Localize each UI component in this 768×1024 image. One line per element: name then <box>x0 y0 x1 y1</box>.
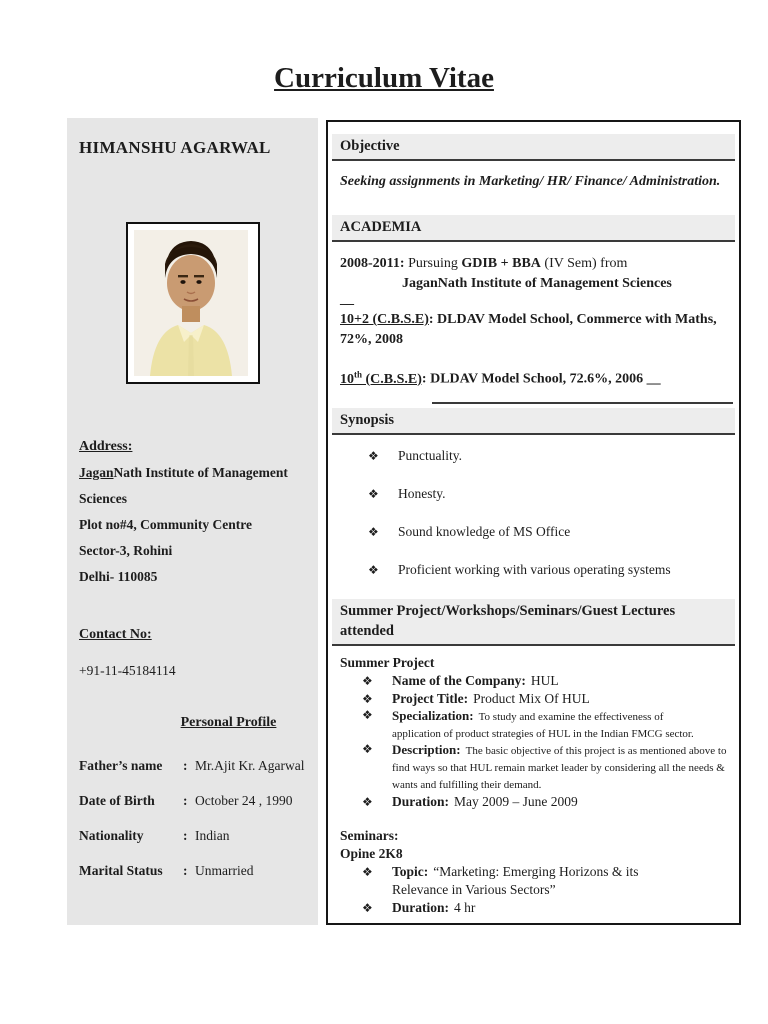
seminar-item-duration <box>362 899 729 917</box>
profile-row-label: Nationality <box>79 828 144 843</box>
academia-degree-line <box>340 254 727 274</box>
matric-qualification <box>340 369 422 387</box>
seminar-item-label: Duration: <box>392 899 449 915</box>
left-sidebar-panel <box>67 118 318 925</box>
academia-content <box>332 254 735 390</box>
project-item-label: Duration: <box>392 793 449 809</box>
synopsis-item-text: Sound knowledge of MS Office <box>398 523 571 539</box>
synopsis-item-text: Punctuality. <box>398 447 462 463</box>
degree-years: 2008-2011: <box>340 256 405 271</box>
diamond-bullet-icon: ❖ <box>368 562 379 577</box>
diamond-bullet-icon: ❖ <box>362 691 373 706</box>
degree-underscore: __ <box>340 292 354 307</box>
senior-detail: DLDAV Model School, Commerce with Maths, 72%, 2008 <box>340 312 717 347</box>
senior-colon: : <box>428 312 434 327</box>
address-line1-rest: Nath Institute of Management <box>113 465 288 480</box>
project-item-value: May 2009 – June 2009 <box>454 793 578 809</box>
profile-row-separator: : <box>183 828 188 843</box>
academia-divider-line <box>432 402 733 404</box>
project-item-value: The basic objective of this project is as mentioned above to find ways so that HUL remain market leader by considering all the needs & wants and fulfilling their demand. <box>392 744 727 791</box>
profile-row-label: Father’s name <box>79 758 163 773</box>
matric-qual-sup: th <box>354 369 363 379</box>
profile-row-date-of-birth <box>79 791 306 810</box>
project-item-description <box>362 742 729 793</box>
summer-project-list <box>340 672 729 811</box>
profile-row-separator: : <box>183 758 188 773</box>
degree-pre: Pursuing <box>404 256 462 271</box>
profile-row-label: Marital Status <box>79 863 163 878</box>
profile-row-separator: : <box>183 863 188 878</box>
address-line1-underlined: Jagan <box>79 465 114 480</box>
project-item-label: Project Title: <box>392 690 469 706</box>
project-item-label: Description: <box>392 741 461 757</box>
profile-row-separator: : <box>183 793 188 808</box>
degree-post: (IV Sem) from <box>540 256 628 271</box>
matric-underscore: __ <box>643 371 661 387</box>
address-heading: Address: <box>79 439 133 454</box>
address-line <box>79 460 306 486</box>
project-item-value: To study and examine the effectiveness of application of product strategies of HUL in the Indian FMCG sector. <box>392 710 694 740</box>
seminars-title: Seminars: <box>340 827 399 843</box>
profile-row-label: Date of Birth <box>79 793 155 808</box>
synopsis-item <box>368 523 727 541</box>
diamond-bullet-icon: ❖ <box>362 864 373 879</box>
main-content-panel <box>326 120 741 925</box>
seminar-item-value: 4 hr <box>454 899 476 915</box>
synopsis-item-text: Honesty. <box>398 485 446 501</box>
profile-row-value: Indian <box>195 828 230 843</box>
academia-senior-secondary-line <box>340 310 727 350</box>
seminar-item-value: “Marketing: Emerging Horizons & its Relevance in Various Sectors” <box>392 863 639 897</box>
phone-number: +91-11-45184114 <box>79 663 176 678</box>
project-item-value: Product Mix Of HUL <box>473 690 590 706</box>
matric-detail: DLDAV Model School, 72.6%, 2006 <box>426 371 644 387</box>
project-item-label: Name of the Company: <box>392 672 526 688</box>
synopsis-item-text: Proficient working with various operating systems <box>398 561 671 577</box>
synopsis-list <box>332 435 735 579</box>
page-title-text: Curriculum Vitae <box>274 62 494 94</box>
contact-heading: Contact No: <box>79 627 152 642</box>
project-item-company <box>362 672 729 690</box>
senior-qualification: 10+2 (C.B.S.E) <box>340 312 429 327</box>
synopsis-item <box>368 561 727 579</box>
personal-profile-heading: Personal Profile <box>180 715 277 730</box>
degree-program: GDIB + BBA <box>461 256 541 271</box>
synopsis-item <box>368 447 727 465</box>
diamond-bullet-icon: ❖ <box>362 707 373 722</box>
degree-institute: JaganNath Institute of Management Sciences <box>402 276 672 291</box>
address-line: Plot no#4, Community Centre <box>79 517 252 532</box>
synopsis-section-header: Synopsis <box>332 408 735 435</box>
summer-project-block <box>332 646 735 917</box>
address-line: Sector-3, Rohini <box>79 543 173 558</box>
project-item-title <box>362 690 729 708</box>
matric-qual-rest: (C.B.S.E) <box>362 371 422 387</box>
diamond-bullet-icon: ❖ <box>368 448 379 463</box>
profile-photo-image <box>134 230 248 376</box>
synopsis-item <box>368 485 727 503</box>
profile-row-value: October 24 , 1990 <box>195 793 293 808</box>
address-line: Delhi- 110085 <box>79 569 158 584</box>
profile-row-value: Mr.Ajit Kr. Agarwal <box>195 758 305 773</box>
address-line: Sciences <box>79 491 127 506</box>
profile-row-value: Unmarried <box>195 863 254 878</box>
project-item-specialization <box>362 708 729 742</box>
matric-colon: : <box>421 371 427 387</box>
profile-photo <box>126 222 260 384</box>
seminar-item-label: Topic: <box>392 863 429 879</box>
profile-row-fathers-name <box>79 756 306 775</box>
page-title <box>0 62 768 95</box>
diamond-bullet-icon: ❖ <box>362 900 373 915</box>
diamond-bullet-icon: ❖ <box>362 741 373 756</box>
diamond-bullet-icon: ❖ <box>362 673 373 688</box>
candidate-name: HIMANSHU AGARWAL <box>79 138 271 157</box>
diamond-bullet-icon: ❖ <box>362 794 373 809</box>
matric-qual-num: 10 <box>340 371 354 387</box>
diamond-bullet-icon: ❖ <box>368 486 379 501</box>
seminars-block <box>340 827 729 917</box>
profile-row-marital-status <box>79 861 306 880</box>
project-item-label: Specialization: <box>392 707 474 723</box>
diamond-bullet-icon: ❖ <box>368 524 379 539</box>
academia-matriculation-line <box>340 364 727 390</box>
project-item-value: HUL <box>530 672 559 688</box>
seminars-list <box>340 863 729 917</box>
academia-section-header: ACADEMIA <box>332 215 735 242</box>
activities-section-header: Summer Project/Workshops/Seminars/Guest Lectures attended <box>332 599 735 646</box>
objective-section-header: Objective <box>332 134 735 161</box>
seminar-item-topic <box>362 863 729 899</box>
profile-row-nationality <box>79 826 306 845</box>
objective-text: Seeking assignments in Marketing/ HR/ Finance/ Administration. <box>340 174 721 189</box>
summer-project-title: Summer Project <box>340 654 435 670</box>
seminar-event-name: Opine 2K8 <box>340 845 403 861</box>
project-item-duration <box>362 793 729 811</box>
